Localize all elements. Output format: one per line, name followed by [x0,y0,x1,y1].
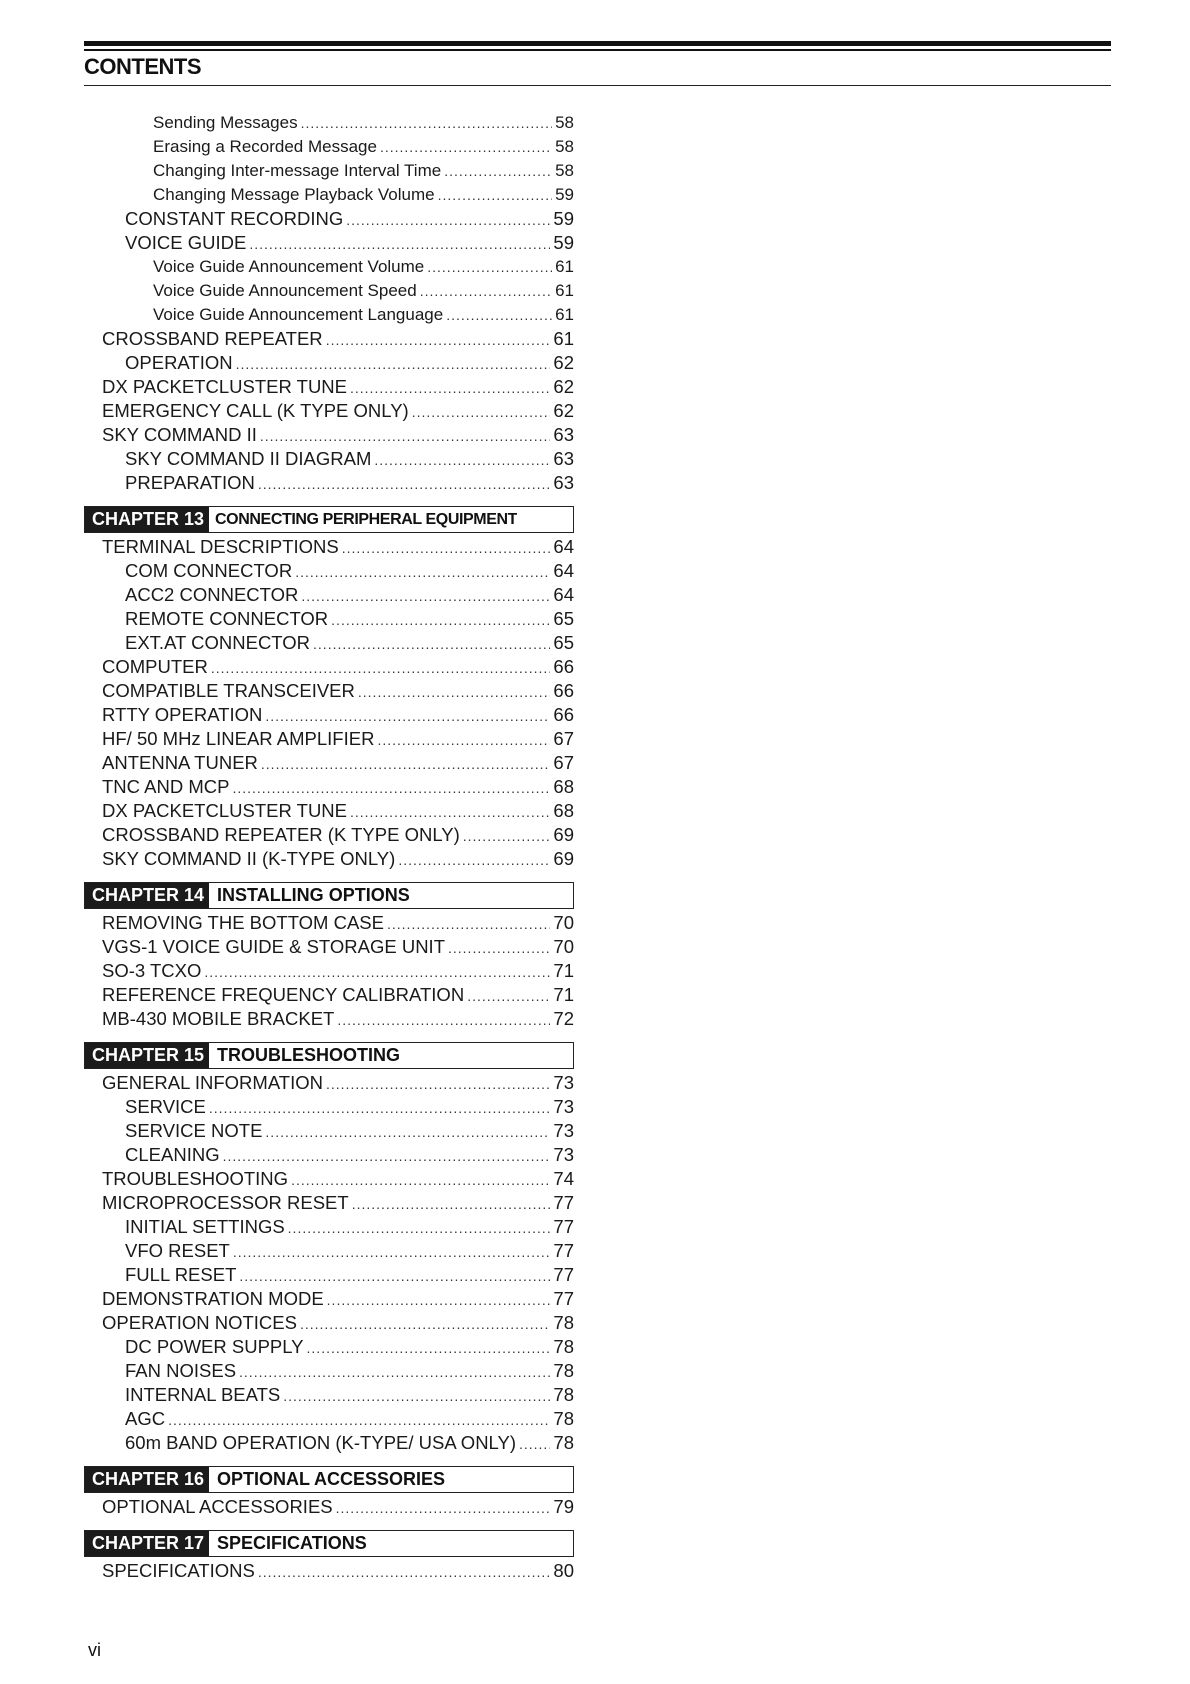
toc-entry-page: 58 [555,113,574,132]
toc-entry[interactable] [84,351,574,375]
dot-leader [232,776,550,799]
toc-entry-page: 74 [553,1168,574,1189]
toc-entry-title: OPERATION NOTICES [102,1312,297,1333]
toc-entry[interactable] [84,1407,574,1431]
toc-entry[interactable] [84,727,574,751]
toc-entry-title: Voice Guide Announcement Language [153,305,444,324]
dot-leader [307,1336,551,1359]
toc-entry[interactable] [84,1191,574,1215]
dot-leader [260,424,551,447]
toc-entry-page: 66 [553,680,574,701]
dot-leader [412,400,551,423]
dot-leader [380,135,552,159]
toc-entry-title: SERVICE [125,1096,206,1117]
dot-leader [377,728,550,751]
toc-entry-title: EMERGENCY CALL (K TYPE ONLY) [102,400,409,421]
toc-entry-page: 67 [553,752,574,773]
toc-entry-page: 63 [553,472,574,493]
dot-leader [331,608,550,631]
dot-leader [438,183,552,207]
dot-leader [300,1312,550,1335]
toc-entry[interactable] [84,823,574,847]
toc-entry-page: 78 [553,1336,574,1357]
toc-entry-title: COMPATIBLE TRANSCEIVER [102,680,355,701]
dot-leader [350,376,550,399]
chapter-name: CONNECTING PERIPHERAL EQUIPMENT [215,511,518,528]
toc-entry[interactable] [84,327,574,351]
dot-leader [236,352,551,375]
toc-entry[interactable] [84,1239,574,1263]
dot-leader [239,1264,550,1287]
chapter-heading[interactable] [84,1042,574,1069]
toc-entry-page: 59 [553,232,574,253]
toc-entry-page: 71 [553,960,574,981]
dot-leader [337,1008,550,1031]
toc-entry-title: VOICE GUIDE [125,232,247,253]
dot-leader [327,1288,551,1311]
toc-entry-page: 78 [553,1360,574,1381]
toc-entry-title: INTERNAL BEATS [125,1384,281,1405]
toc-entry[interactable] [84,471,574,495]
dot-leader [265,1120,550,1143]
toc-entry-page: 66 [553,704,574,725]
toc-entry[interactable] [84,1095,574,1119]
toc-entry[interactable] [84,1359,574,1383]
toc-entry-page: 59 [555,185,574,204]
toc-entry-title: SERVICE NOTE [125,1120,263,1141]
toc-entry[interactable] [84,911,574,935]
toc-entry-page: 72 [553,1008,574,1029]
toc-entry-page: 66 [553,656,574,677]
toc-entry-page: 78 [553,1384,574,1405]
toc-entry-title: SKY COMMAND II DIAGRAM [125,448,372,469]
dot-leader [336,1496,551,1519]
toc-entry-page: 59 [553,208,574,229]
toc-entry[interactable] [84,679,574,703]
toc-entry[interactable] [84,303,574,327]
top-rule-secondary [84,49,1111,51]
toc-entry[interactable] [84,935,574,959]
dot-leader [288,1216,551,1239]
dot-leader [295,560,550,583]
chapter-name: OPTIONAL ACCESSORIES [217,1469,446,1489]
toc-entry-title: VGS-1 VOICE GUIDE & STORAGE UNIT [102,936,445,957]
toc-entry-page: 64 [553,536,574,557]
dot-leader [326,328,551,351]
toc-entry[interactable] [84,847,574,871]
toc-entry-page: 78 [553,1408,574,1429]
toc-entry-title: EXT.AT CONNECTOR [125,632,311,653]
toc-entry-page: 77 [553,1264,574,1285]
dot-leader [301,111,552,135]
toc-entry[interactable] [84,1311,574,1335]
toc-entry-page: 58 [555,161,574,180]
toc-entry[interactable] [84,775,574,799]
chapter-number: CHAPTER 16 [85,1467,209,1492]
chapter-name: INSTALLING OPTIONS [217,885,410,905]
toc-entry[interactable] [84,607,574,631]
dot-leader [346,208,550,231]
toc-entry[interactable] [84,583,574,607]
dot-leader [233,1240,551,1263]
toc-entry-title: OPERATION [125,352,233,373]
toc-entry-page: 78 [553,1432,574,1453]
toc-entry[interactable] [84,231,574,255]
toc-entry-title: OPTIONAL ACCESSORIES [102,1496,333,1517]
toc-entry-page: 68 [553,800,574,821]
toc-entry[interactable] [84,1287,574,1311]
toc-entry[interactable] [84,631,574,655]
toc-entry-page: 77 [553,1192,574,1213]
chapter-number: CHAPTER 14 [85,883,209,908]
toc-entry[interactable] [84,751,574,775]
toc-entry-title: TROUBLESHOOTING [102,1168,289,1189]
toc-entry[interactable] [84,1263,574,1287]
toc-entry-title: DX PACKETCLUSTER TUNE [102,800,347,821]
toc-entry-page: 67 [553,728,574,749]
dot-leader [211,656,551,679]
dot-leader [223,1144,551,1167]
title-divider [84,85,1111,86]
toc-entry-title: CONSTANT RECORDING [125,208,344,229]
toc-entry[interactable] [84,1335,574,1359]
toc-entry-page: 70 [553,912,574,933]
toc-entry[interactable] [84,1167,574,1191]
toc-entry-title: VFO RESET [125,1240,230,1261]
chapter-number: CHAPTER 13 [85,507,209,532]
toc-entry-title: COM CONNECTOR [125,560,293,581]
chapter-number: CHAPTER 17 [85,1531,209,1556]
toc-entry-page: 62 [553,400,574,421]
toc-entry-title: CLEANING [125,1144,220,1165]
toc-entry-title: CROSSBAND REPEATER (K TYPE ONLY) [102,824,460,845]
toc-entry-title: ACC2 CONNECTOR [125,584,299,605]
dot-leader [342,536,551,559]
toc-entry-page: 68 [553,776,574,797]
toc-entry-page: 61 [555,281,574,300]
toc-entry-title: DC POWER SUPPLY [125,1336,304,1357]
toc-entry-page: 73 [553,1120,574,1141]
toc-entry-title: ANTENNA TUNER [102,752,258,773]
toc-entry[interactable] [84,111,574,135]
dot-leader [265,704,550,727]
toc-entry[interactable] [84,1119,574,1143]
dot-leader [427,255,552,279]
toc-entry-page: 61 [555,305,574,324]
toc-entry[interactable] [84,1431,574,1455]
toc-entry-title: DEMONSTRATION MODE [102,1288,324,1309]
toc-entry[interactable] [84,423,574,447]
toc-entry[interactable] [84,1071,574,1095]
toc-entry-title: AGC [125,1408,166,1429]
toc-entry-page: 69 [553,848,574,869]
toc-entry-page: 65 [553,632,574,653]
toc-entry-page: 62 [553,376,574,397]
toc-entry-page: 77 [553,1240,574,1261]
toc-entry-title: Changing Message Playback Volume [153,185,435,204]
toc-entry[interactable] [84,655,574,679]
dot-leader [350,800,550,823]
dot-leader [258,472,551,495]
toc-entry[interactable] [84,399,574,423]
toc-entry-page: 62 [553,352,574,373]
toc-entry-title: Erasing a Recorded Message [153,137,377,156]
toc-entry-page: 61 [555,257,574,276]
toc-entry-page: 80 [553,1560,574,1581]
toc-entry-title: REFERENCE FREQUENCY CALIBRATION [102,984,465,1005]
toc-entry[interactable] [84,1383,574,1407]
toc-entry-title: SKY COMMAND II [102,424,257,445]
toc-entry[interactable] [84,1559,574,1583]
toc-entry-title: RTTY OPERATION [102,704,263,725]
dot-leader [463,824,551,847]
dot-leader [291,1168,550,1191]
toc-entry[interactable] [84,1143,574,1167]
dot-leader [446,303,552,327]
toc-entry-page: 64 [553,584,574,605]
toc-entry-title: Voice Guide Announcement Speed [153,281,417,300]
dot-leader [467,984,550,1007]
toc-entry-title: Sending Messages [153,113,298,132]
toc-entry-page: 78 [553,1312,574,1333]
toc-entry-page: 63 [553,448,574,469]
dot-leader [313,632,550,655]
page-title: CONTENTS [84,54,201,79]
toc-entry-page: 77 [553,1216,574,1237]
toc-entry-title: FAN NOISES [125,1360,237,1381]
dot-leader [249,232,550,255]
toc-entry[interactable] [84,183,574,207]
toc-entry-title: Changing Inter-message Interval Time [153,161,442,180]
chapter-heading[interactable] [84,506,574,533]
toc-entry-title: MICROPROCESSOR RESET [102,1192,349,1213]
toc-entry[interactable] [84,559,574,583]
toc-entry[interactable] [84,159,574,183]
toc-entry-page: 79 [553,1496,574,1517]
toc-entry-title: SO-3 TCXO [102,960,202,981]
toc-entry-page: 65 [553,608,574,629]
chapter-heading[interactable] [84,1466,574,1493]
table-of-contents [84,111,574,1583]
toc-entry-title: 60m BAND OPERATION (K-TYPE/ USA ONLY) [125,1432,516,1453]
dot-leader [326,1072,550,1095]
toc-entry[interactable] [84,959,574,983]
toc-entry[interactable] [84,799,574,823]
toc-entry-page: 73 [553,1072,574,1093]
toc-entry-title: REMOVING THE BOTTOM CASE [102,912,384,933]
toc-entry-page: 61 [553,328,574,349]
dot-leader [448,936,550,959]
dot-leader [358,680,551,703]
top-rule [84,41,1111,46]
toc-entry[interactable] [84,535,574,559]
toc-entry-page: 71 [553,984,574,1005]
toc-entry-page: 58 [555,137,574,156]
toc-entry-page: 70 [553,936,574,957]
toc-entry[interactable] [84,279,574,303]
toc-entry-title: SKY COMMAND II (K-TYPE ONLY) [102,848,396,869]
dot-leader [398,848,550,871]
toc-entry-title: CROSSBAND REPEATER [102,328,323,349]
toc-entry-title: REMOTE CONNECTOR [125,608,329,629]
toc-entry[interactable] [84,255,574,279]
toc-entry[interactable] [84,135,574,159]
dot-leader [283,1384,550,1407]
dot-leader [261,752,551,775]
toc-entry-page: 63 [553,424,574,445]
toc-entry-title: Voice Guide Announcement Volume [153,257,425,276]
toc-entry-title: MB-430 MOBILE BRACKET [102,1008,335,1029]
toc-entry-title: INITIAL SETTINGS [125,1216,285,1237]
chapter-number: CHAPTER 15 [85,1043,209,1068]
toc-entry[interactable] [84,375,574,399]
toc-entry[interactable] [84,447,574,471]
chapter-name: TROUBLESHOOTING [217,1045,401,1065]
toc-entry-title: PREPARATION [125,472,255,493]
toc-entry-title: TERMINAL DESCRIPTIONS [102,536,339,557]
toc-entry-page: 69 [553,824,574,845]
dot-leader [352,1192,551,1215]
toc-entry[interactable] [84,1215,574,1239]
chapter-heading[interactable] [84,882,574,909]
toc-entry-page: 77 [553,1288,574,1309]
dot-leader [387,912,550,935]
dot-leader [204,960,550,983]
toc-entry-title: SPECIFICATIONS [102,1560,255,1581]
dot-leader [374,448,550,471]
toc-entry-title: COMPUTER [102,656,208,677]
toc-entry-title: HF/ 50 MHz LINEAR AMPLIFIER [102,728,375,749]
toc-entry-title: GENERAL INFORMATION [102,1072,323,1093]
chapter-name: SPECIFICATIONS [217,1533,367,1553]
chapter-heading[interactable] [84,1530,574,1557]
toc-entry[interactable] [84,703,574,727]
dot-leader [519,1432,550,1455]
page-number: vi [88,1640,101,1660]
toc-entry-page: 64 [553,560,574,581]
dot-leader [444,159,552,183]
dot-leader [209,1096,551,1119]
toc-entry-page: 73 [553,1144,574,1165]
toc-entry-page: 73 [553,1096,574,1117]
toc-entry[interactable] [84,983,574,1007]
toc-entry-title: TNC AND MCP [102,776,230,797]
dot-leader [420,279,552,303]
toc-entry[interactable] [84,1495,574,1519]
dot-leader [258,1560,551,1583]
toc-entry[interactable] [84,1007,574,1031]
toc-entry[interactable] [84,207,574,231]
dot-leader [239,1360,550,1383]
toc-entry-title: FULL RESET [125,1264,237,1285]
dot-leader [168,1408,550,1431]
toc-entry-title: DX PACKETCLUSTER TUNE [102,376,347,397]
dot-leader [301,584,550,607]
